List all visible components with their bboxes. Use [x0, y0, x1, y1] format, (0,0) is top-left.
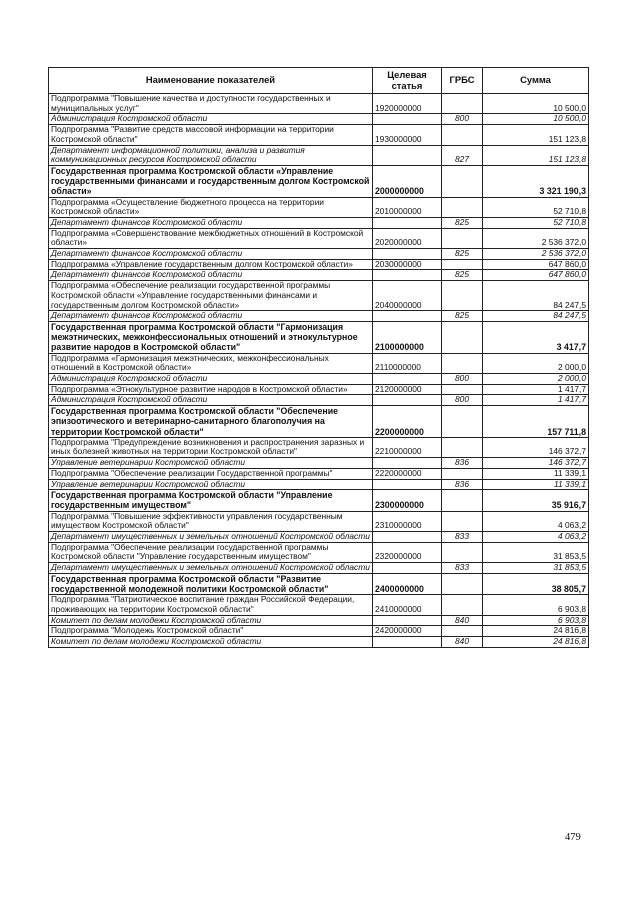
cell-grbs: [442, 353, 483, 373]
cell-sum: 10 500,0: [483, 114, 589, 125]
table-row: [49, 563, 589, 574]
table-row: [49, 511, 589, 531]
cell-sum: 24 816,8: [483, 637, 589, 648]
table-row: [49, 114, 589, 125]
cell-grbs: [442, 384, 483, 395]
cell-sum: 6 903,8: [483, 595, 589, 615]
cell-grbs: [442, 437, 483, 457]
table-row: [49, 458, 589, 469]
cell-grbs: 825: [442, 249, 483, 260]
cell-code: 2040000000: [373, 281, 442, 311]
cell-grbs: [442, 490, 483, 511]
cell-grbs: [442, 94, 483, 114]
table-row: [49, 165, 589, 197]
cell-name: Подпрограмма «Этнокультурное развитие народов в Костромской области»: [49, 384, 373, 395]
cell-grbs: 840: [442, 637, 483, 648]
cell-name: Администрация Костромской области: [49, 114, 373, 125]
table-row: [49, 542, 589, 562]
table-row: [49, 626, 589, 637]
cell-grbs: 825: [442, 311, 483, 322]
cell-name: Департамент имущественных и земельных отношений Костромской области: [49, 563, 373, 574]
cell-name: Подпрограмма «Осуществление бюджетного процесса на территории Костромской области»: [49, 197, 373, 217]
table-row: [49, 321, 589, 353]
cell-name: Государственная программа Костромской области "Развитие государственной молодежной политики Костромской области": [49, 573, 373, 594]
table-row: [49, 228, 589, 248]
cell-grbs: [442, 197, 483, 217]
cell-code: [373, 479, 442, 490]
cell-name: Управление ветеринарии Костромской области: [49, 479, 373, 490]
cell-sum: 146 372,7: [483, 458, 589, 469]
table-row: [49, 384, 589, 395]
cell-name: Подпрограмма "Развитие средств массовой информации на территории Костромской области": [49, 125, 373, 145]
cell-sum: 3 321 190,3: [483, 165, 589, 197]
table-row: [49, 532, 589, 543]
cell-name: Комитет по делам молодежи Костромской области: [49, 637, 373, 648]
cell-sum: 52 710,8: [483, 197, 589, 217]
cell-name: Подпрограмма «Гармонизация межэтнических, межконфессиональных отношений в Костромской области»: [49, 353, 373, 373]
cell-name: Государственная программа Костромской области «Управление государственными финансами и государственным долгом Костромской области»: [49, 165, 373, 197]
cell-name: Подпрограмма «Совершенствование межбюджетных отношений в Костромской области»: [49, 228, 373, 248]
cell-code: [373, 395, 442, 406]
table-row: [49, 259, 589, 270]
cell-grbs: [442, 573, 483, 594]
cell-grbs: 800: [442, 114, 483, 125]
cell-code: 2120000000: [373, 384, 442, 395]
table-row: [49, 479, 589, 490]
cell-name: Департамент финансов Костромской области: [49, 270, 373, 281]
cell-sum: 2 536 372,0: [483, 228, 589, 248]
table-row: [49, 490, 589, 511]
cell-name: Администрация Костромской области: [49, 373, 373, 384]
cell-code: [373, 249, 442, 260]
cell-grbs: [442, 468, 483, 479]
cell-grbs: [442, 165, 483, 197]
table-row: [49, 125, 589, 145]
cell-name: Подпрограмма "Повышение качества и доступности государственных и муниципальных услуг": [49, 94, 373, 114]
cell-code: [373, 563, 442, 574]
cell-grbs: [442, 321, 483, 353]
cell-grbs: [442, 281, 483, 311]
cell-code: 2010000000: [373, 197, 442, 217]
cell-code: [373, 458, 442, 469]
cell-grbs: [442, 406, 483, 438]
cell-grbs: [442, 511, 483, 531]
cell-code: 2000000000: [373, 165, 442, 197]
table-row: [49, 311, 589, 322]
cell-sum: 1 417,7: [483, 384, 589, 395]
table-row: [49, 637, 589, 648]
cell-name: Комитет по делам молодежи Костромской области: [49, 615, 373, 626]
page-number: 479: [565, 832, 581, 843]
cell-sum: 1 417,7: [483, 395, 589, 406]
cell-grbs: 825: [442, 270, 483, 281]
cell-grbs: [442, 125, 483, 145]
cell-name: Подпрограмма "Обеспечение реализации государственной программы Костромской области "Управление государственным имуществом": [49, 542, 373, 562]
cell-name: Департамент финансов Костромской области: [49, 249, 373, 260]
cell-name: Подпрограмма "Предупреждение возникновения и распространения заразных и иных болезней животных на территории Костромской области": [49, 437, 373, 457]
cell-code: [373, 637, 442, 648]
cell-code: 2300000000: [373, 490, 442, 511]
cell-sum: 151 123,8: [483, 125, 589, 145]
cell-grbs: [442, 542, 483, 562]
cell-name: Подпрограмма "Патриотическое воспитание граждан Российской Федерации, проживающих на территории Костромской области": [49, 595, 373, 615]
cell-name: Управление ветеринарии Костромской области: [49, 458, 373, 469]
cell-sum: 52 710,8: [483, 217, 589, 228]
table-body: [49, 94, 589, 648]
cell-grbs: 836: [442, 479, 483, 490]
table-header-row: [49, 68, 589, 94]
cell-code: [373, 114, 442, 125]
cell-sum: 2 536 372,0: [483, 249, 589, 260]
cell-sum: 38 805,7: [483, 573, 589, 594]
table-row: [49, 595, 589, 615]
cell-code: [373, 311, 442, 322]
cell-name: Подпрограмма "Обеспечение реализации Государственной программы": [49, 468, 373, 479]
cell-sum: 4 063,2: [483, 511, 589, 531]
table-row: [49, 406, 589, 438]
table-row: [49, 217, 589, 228]
cell-code: 1930000000: [373, 125, 442, 145]
cell-code: [373, 373, 442, 384]
cell-code: 1920000000: [373, 94, 442, 114]
cell-name: Государственная программа Костромской области "Управление государственным имуществом": [49, 490, 373, 511]
cell-grbs: 833: [442, 563, 483, 574]
cell-grbs: 840: [442, 615, 483, 626]
table-row: [49, 573, 589, 594]
cell-sum: 31 853,5: [483, 563, 589, 574]
cell-grbs: 800: [442, 373, 483, 384]
cell-name: Подпрограмма "Повышение эффективности управления государственным имуществом Костромской области": [49, 511, 373, 531]
cell-sum: 11 339,1: [483, 479, 589, 490]
cell-sum: 157 711,8: [483, 406, 589, 438]
cell-sum: 2 000,0: [483, 373, 589, 384]
cell-sum: 31 853,5: [483, 542, 589, 562]
table-row: [49, 94, 589, 114]
cell-grbs: [442, 228, 483, 248]
cell-grbs: [442, 595, 483, 615]
cell-code: 2020000000: [373, 228, 442, 248]
header-sum: Сумма: [483, 68, 589, 94]
cell-sum: 11 339,1: [483, 468, 589, 479]
cell-code: [373, 217, 442, 228]
cell-code: 2200000000: [373, 406, 442, 438]
cell-grbs: [442, 626, 483, 637]
cell-code: 2310000000: [373, 511, 442, 531]
table-row: [49, 437, 589, 457]
cell-sum: 647 860,0: [483, 270, 589, 281]
cell-name: Департамент финансов Костромской области: [49, 311, 373, 322]
table-row: [49, 281, 589, 311]
table-row: [49, 395, 589, 406]
cell-sum: 35 916,7: [483, 490, 589, 511]
cell-name: Департамент финансов Костромской области: [49, 217, 373, 228]
table-row: [49, 249, 589, 260]
cell-name: Департамент информационной политики, анализа и развития коммуникационных ресурсов Костромской области: [49, 145, 373, 165]
cell-name: Администрация Костромской области: [49, 395, 373, 406]
cell-name: Подпрограмма «Обеспечение реализации государственной программы Костромской области «Управление государственными финансами и государственным долгом Костромской области»: [49, 281, 373, 311]
cell-sum: 647 860,0: [483, 259, 589, 270]
cell-sum: 146 372,7: [483, 437, 589, 457]
cell-sum: 4 063,2: [483, 532, 589, 543]
cell-name: Государственная программа Костромской области "Обеспечение эпизоотического и ветеринарно-санитарного благополучия на территории Костромской области": [49, 406, 373, 438]
cell-code: [373, 145, 442, 165]
header-name: Наименование показателей: [49, 68, 373, 94]
table-row: [49, 353, 589, 373]
cell-sum: 2 000,0: [483, 353, 589, 373]
header-grbs: ГРБС: [442, 68, 483, 94]
header-code: Целевая статья: [373, 68, 442, 94]
budget-table: [48, 67, 589, 648]
cell-code: 2110000000: [373, 353, 442, 373]
cell-sum: 10 500,0: [483, 94, 589, 114]
cell-grbs: 836: [442, 458, 483, 469]
cell-code: 2420000000: [373, 626, 442, 637]
table-row: [49, 468, 589, 479]
cell-sum: 84 247,5: [483, 281, 589, 311]
table-row: [49, 270, 589, 281]
cell-name: Подпрограмма «Управление государственным долгом Костромской области»: [49, 259, 373, 270]
cell-grbs: 825: [442, 217, 483, 228]
cell-grbs: 827: [442, 145, 483, 165]
cell-grbs: 800: [442, 395, 483, 406]
cell-sum: 151 123,8: [483, 145, 589, 165]
cell-code: 2400000000: [373, 573, 442, 594]
cell-sum: 6 903,8: [483, 615, 589, 626]
table-row: [49, 373, 589, 384]
cell-code: [373, 270, 442, 281]
cell-code: [373, 532, 442, 543]
cell-name: Департамент имущественных и земельных отношений Костромской области: [49, 532, 373, 543]
cell-name: Государственная программа Костромской области "Гармонизация межэтнических, межконфессиональных отношений и этнокультурное развитие народов в Костромской области": [49, 321, 373, 353]
cell-code: 2320000000: [373, 542, 442, 562]
table-row: [49, 197, 589, 217]
cell-code: 2210000000: [373, 437, 442, 457]
cell-code: 2030000000: [373, 259, 442, 270]
cell-code: [373, 615, 442, 626]
cell-grbs: [442, 259, 483, 270]
cell-sum: 3 417,7: [483, 321, 589, 353]
cell-sum: 84 247,5: [483, 311, 589, 322]
cell-name: Подпрограмма "Молодежь Костромской области": [49, 626, 373, 637]
cell-sum: 24 816,8: [483, 626, 589, 637]
table-row: [49, 145, 589, 165]
cell-code: 2410000000: [373, 595, 442, 615]
cell-grbs: 833: [442, 532, 483, 543]
cell-code: 2220000000: [373, 468, 442, 479]
table-row: [49, 615, 589, 626]
cell-code: 2100000000: [373, 321, 442, 353]
